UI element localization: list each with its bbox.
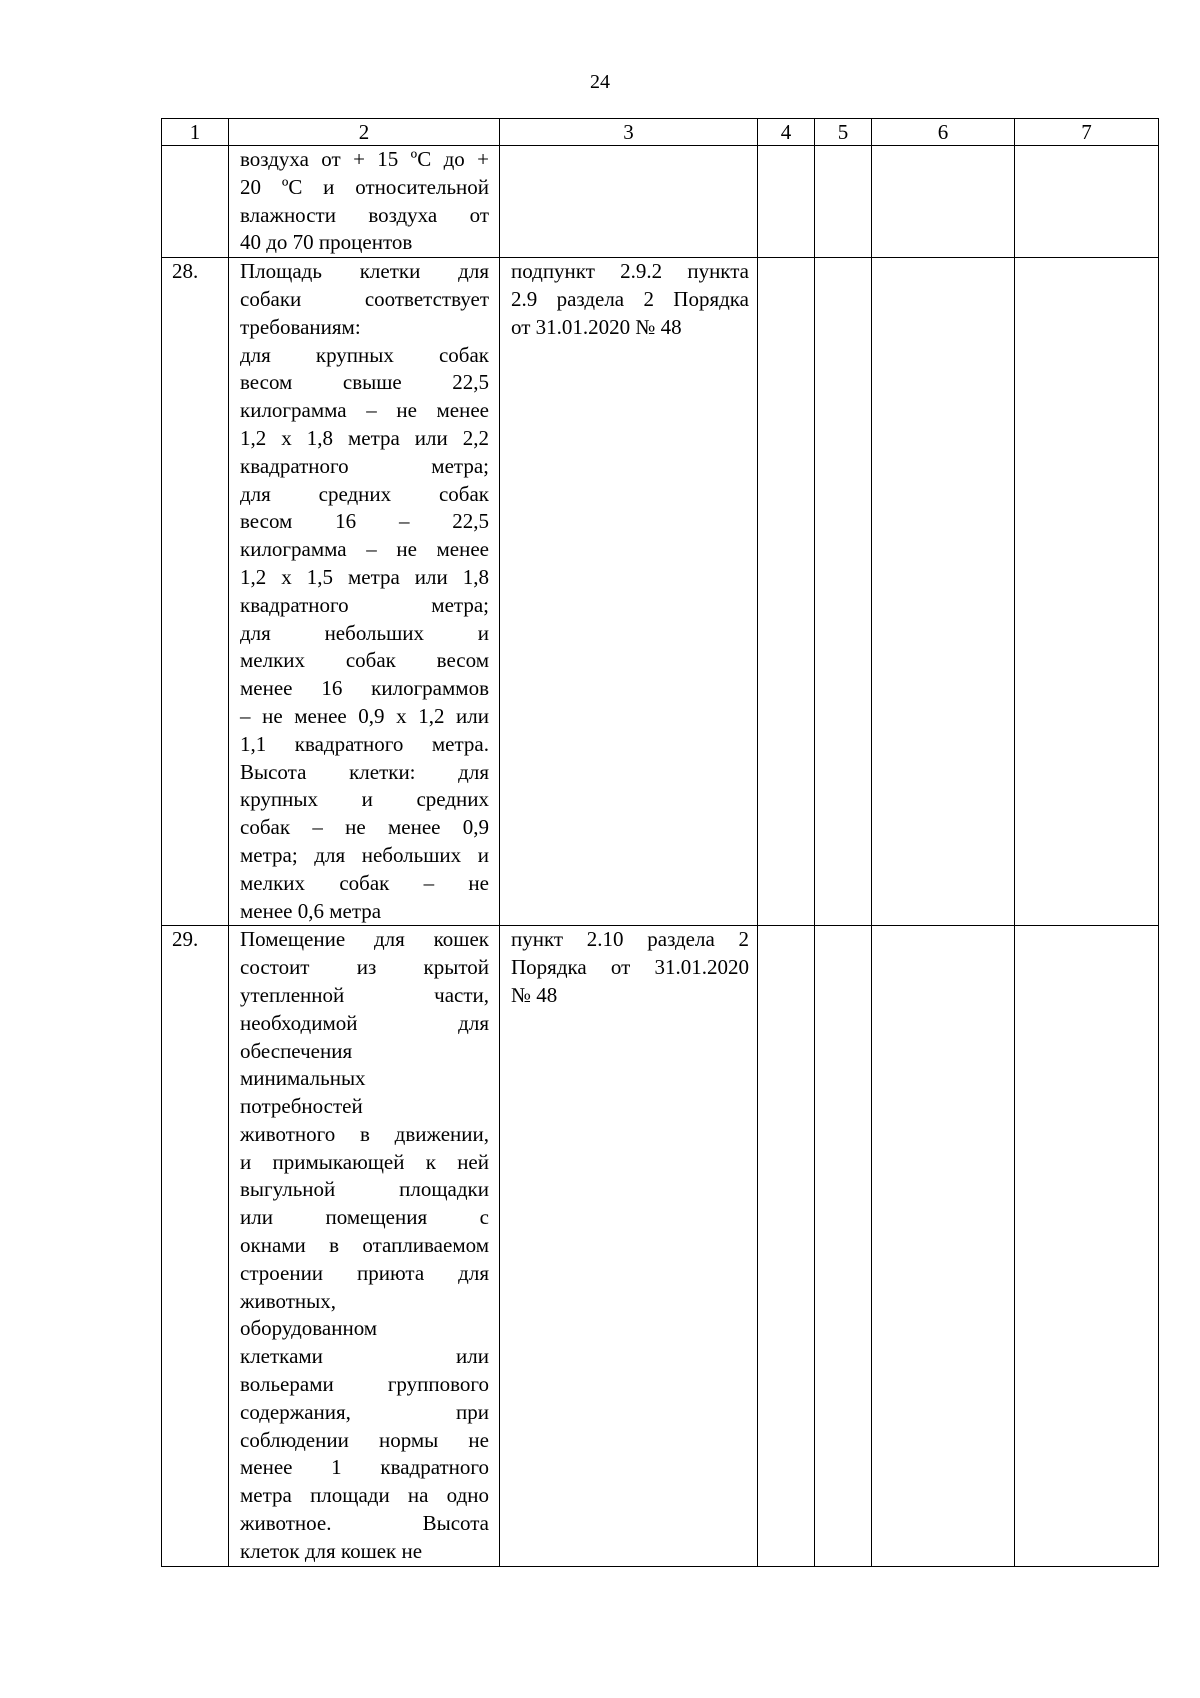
- empty-cell-col-7: [1015, 926, 1159, 1566]
- reference-line: 2.9 раздела 2 Порядка: [511, 286, 749, 311]
- column-header: 5: [815, 119, 872, 146]
- requirement-line: утепленной части,: [240, 982, 489, 1007]
- empty-cell-col-5: [815, 146, 872, 258]
- reference-line: Порядка от 31.01.2020: [511, 955, 749, 980]
- requirement-line: выгульной площадки: [240, 1177, 489, 1202]
- column-header: 2: [229, 119, 500, 146]
- requirement-line: необходимой для: [240, 1010, 489, 1035]
- requirement-line: собак – не менее 0,9: [240, 815, 489, 840]
- column-header: 1: [162, 119, 229, 146]
- empty-cell-col-4: [758, 146, 815, 258]
- requirement-line: собаки соответствует: [240, 286, 489, 311]
- column-header: 6: [872, 119, 1015, 146]
- empty-cell-col-5: [815, 258, 872, 926]
- requirement-line: мелких собак весом: [240, 648, 489, 673]
- requirement-line: мелких собак – не: [240, 870, 489, 895]
- legal-reference-cell: [500, 926, 758, 1566]
- requirement-line: 1,2 x 1,8 метра или 2,2: [240, 425, 489, 450]
- requirement-line: менее 16 килограммов: [240, 676, 489, 701]
- column-header: 3: [500, 119, 758, 146]
- requirement-line: влажности воздуха от: [240, 202, 489, 227]
- requirement-cell: [229, 258, 500, 926]
- requirement-line: обеспечения: [240, 1038, 353, 1063]
- requirement-line: клеток для кошек не: [240, 1538, 423, 1563]
- requirement-line: 20 ºС и относительной: [240, 174, 489, 199]
- requirement-line: килограмма – не менее: [240, 398, 489, 423]
- column-header: 4: [758, 119, 815, 146]
- requirement-line: 1,1 квадратного метра.: [240, 731, 489, 756]
- empty-cell-col-4: [758, 258, 815, 926]
- requirement-line: оборудованном: [240, 1316, 378, 1341]
- page-number: 24: [590, 71, 610, 93]
- empty-cell-col-6: [872, 146, 1015, 258]
- requirement-line: менее 0,6 метра: [240, 898, 382, 923]
- requirement-line: потребностей: [240, 1094, 363, 1119]
- requirement-line: для крупных собак: [240, 342, 489, 367]
- reference-line: подпункт 2.9.2 пункта: [511, 259, 749, 284]
- row-number-cell: [162, 146, 229, 258]
- requirement-cell: [229, 926, 500, 1566]
- requirement-line: 40 до 70 процентов: [240, 230, 413, 255]
- requirement-line: воздуха от + 15 ºС до +: [240, 147, 489, 171]
- requirement-line: для небольших и: [240, 620, 489, 645]
- legal-reference-cell: [500, 146, 758, 258]
- table-row: [162, 926, 1159, 1566]
- requirement-line: вольерами группового: [240, 1372, 489, 1397]
- empty-cell-col-7: [1015, 146, 1159, 258]
- reference-line: пункт 2.10 раздела 2: [511, 927, 749, 952]
- requirement-cell: [229, 146, 500, 258]
- requirement-line: Помещение для кошек: [240, 927, 489, 952]
- empty-cell-col-6: [872, 926, 1015, 1566]
- requirement-line: метра; для небольших и: [240, 842, 489, 867]
- column-header: 7: [1015, 119, 1159, 146]
- requirement-line: животное. Высота: [240, 1511, 489, 1536]
- empty-cell-col-5: [815, 926, 872, 1566]
- requirement-line: килограмма – не менее: [240, 537, 489, 562]
- requirement-line: квадратного метра;: [240, 453, 489, 478]
- row-number-cell: 28.: [162, 258, 229, 926]
- table-row: [162, 146, 1159, 258]
- requirement-line: животных,: [240, 1288, 337, 1313]
- requirement-line: менее 1 квадратного: [240, 1455, 489, 1480]
- requirement-line: Площадь клетки для: [240, 259, 489, 284]
- requirement-line: минимальных: [240, 1066, 366, 1091]
- requirement-line: 1,2 x 1,5 метра или 1,8: [240, 564, 489, 589]
- table-header-row: [162, 119, 1159, 146]
- requirement-line: и примыкающей к ней: [240, 1149, 489, 1174]
- requirement-line: весом 16 – 22,5: [240, 509, 489, 534]
- empty-cell-col-7: [1015, 258, 1159, 926]
- requirement-line: крупных и средних: [240, 787, 489, 812]
- empty-cell-col-6: [872, 258, 1015, 926]
- reference-line: от 31.01.2020 № 48: [511, 314, 682, 339]
- requirement-line: или помещения с: [240, 1205, 489, 1230]
- row-number-cell: 29.: [162, 926, 229, 1566]
- table-row: [162, 258, 1159, 926]
- requirement-line: – не менее 0,9 x 1,2 или: [240, 703, 489, 728]
- requirement-line: весом свыше 22,5: [240, 370, 489, 395]
- requirement-line: квадратного метра;: [240, 592, 489, 617]
- requirement-line: клетками или: [240, 1344, 489, 1369]
- requirement-line: состоит из крытой: [240, 955, 489, 980]
- requirements-table: [161, 118, 1159, 1567]
- reference-line: № 48: [511, 982, 558, 1007]
- empty-cell-col-4: [758, 926, 815, 1566]
- requirement-line: строении приюта для: [240, 1260, 489, 1285]
- requirement-line: содержания, при: [240, 1399, 489, 1424]
- requirement-line: Высота клетки: для: [240, 759, 489, 784]
- requirement-line: метра площади на одно: [240, 1483, 489, 1508]
- requirement-line: соблюдении нормы не: [240, 1427, 489, 1452]
- requirement-line: животного в движении,: [240, 1121, 489, 1146]
- requirement-line: для средних собак: [240, 481, 489, 506]
- requirement-line: окнами в отапливаемом: [240, 1233, 489, 1258]
- requirement-line: требованиям:: [240, 314, 361, 339]
- legal-reference-cell: [500, 258, 758, 926]
